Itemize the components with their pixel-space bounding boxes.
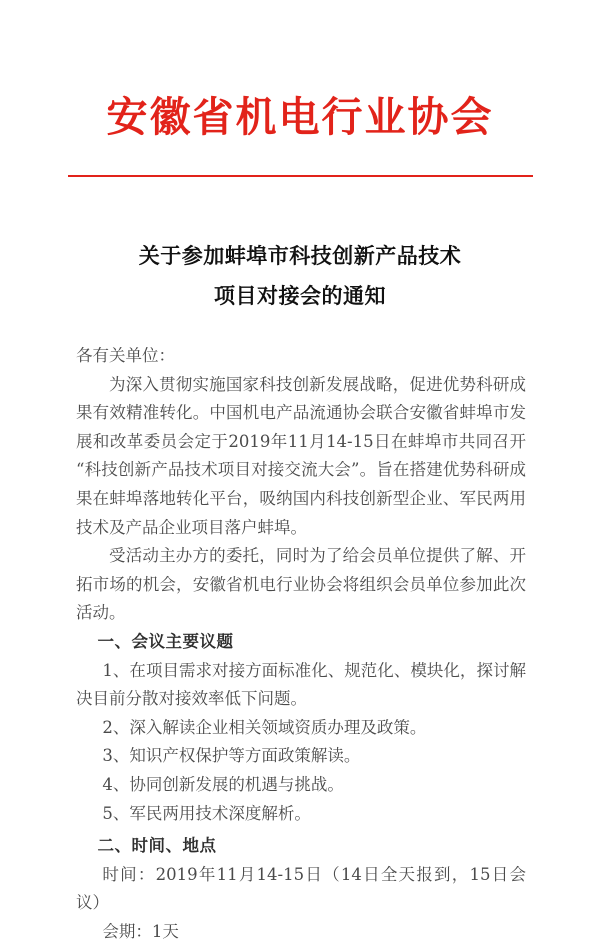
document-title-line-1: 关于参加蚌埠市科技创新产品技术	[138, 244, 462, 268]
document-title-line-2: 项目对接会的通知	[214, 284, 386, 308]
salutation: 各有关单位：	[76, 346, 175, 365]
agenda-item: 1、在项目需求对接方面标准化、规范化、模块化，探讨解决目前分散对接效率低下问题。	[76, 660, 526, 709]
section-heading-agenda: 一、会议主要议题	[97, 631, 234, 651]
document-title	[0, 236, 600, 316]
letterhead-divider-rule	[68, 175, 533, 177]
body-paragraph-1: 为深入贯彻实施国家科技创新发展战略，促进优势科研成果有效精准转化。中国机电产品流通协会联合安徽省蚌埠市发展和改革委员会定于2019年11月14-15日在蚌埠市共同召开“科技创新产品技术项目对接交流大会”。旨在搭建优势科研成果在蚌埠落地转化平台，吸纳国内科技创新型企业、军民两用技术及产品企业项目落户蚌埠。	[76, 374, 526, 537]
meeting-time-line: 时间：2019年11月14-15日（14日全天报到，15日会议）	[76, 864, 526, 913]
document-body	[76, 342, 526, 946]
letterhead-organization-name: 安徽省机电行业协会	[106, 93, 494, 141]
agenda-item: 2、深入解读企业相关领域资质办理及政策。	[102, 717, 427, 737]
meeting-duration-line: 会期：1天	[102, 921, 179, 941]
agenda-item: 3、知识产权保护等方面政策解读。	[102, 746, 361, 766]
letterhead	[0, 92, 600, 143]
agenda-item: 5、军民两用技术深度解析。	[102, 803, 311, 823]
body-paragraph-2: 受活动主办方的委托，同时为了给会员单位提供了解、开拓市场的机会，安徽省机电行业协会将组织会员单位参加此次活动。	[76, 546, 526, 623]
agenda-item: 4、协同创新发展的机遇与挑战。	[102, 774, 344, 794]
section-heading-time-location: 二、时间、地点	[97, 836, 217, 856]
